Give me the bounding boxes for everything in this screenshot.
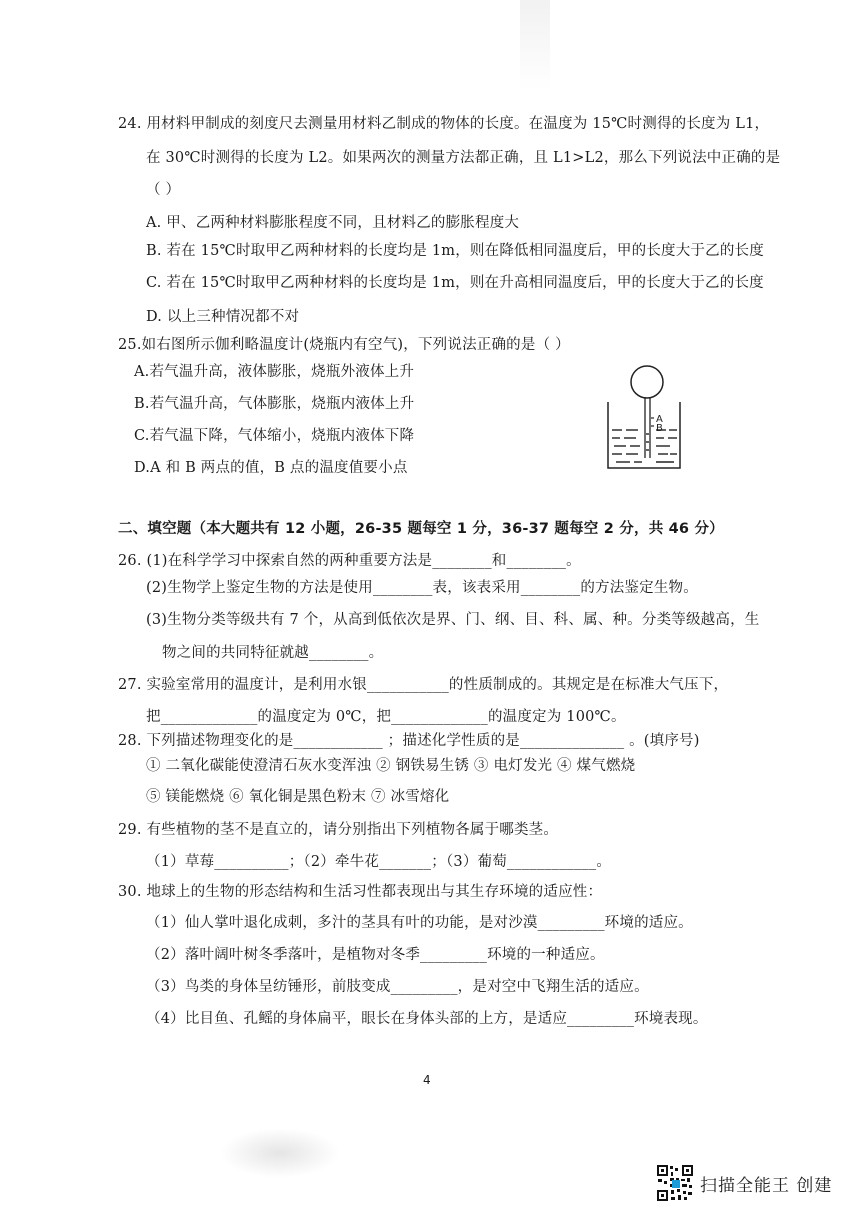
q26-line1: 26. (1)在科学学习中探索自然的两种重要方法是________和________。 xyxy=(118,553,581,569)
q24-option-a: A. 甲、乙两种材料膨胀程度不同，且材料乙的膨胀程度大 xyxy=(146,215,520,231)
page-number: 4 xyxy=(423,1073,431,1087)
q28-options-row2: ⑤ 镁能燃烧 ⑥ 氧化铜是黑色粉末 ⑦ 冰雪熔化 xyxy=(146,789,450,805)
q29-line1: 29. 有些植物的茎不是直立的，请分别指出下列植物各属于哪类茎。 xyxy=(118,822,559,838)
point-a-label: A xyxy=(656,414,663,425)
q24-line2: 在 30℃时测得的长度为 L2。如果两次的测量方法都正确，且 L1>L2，那么下列说法中正确的是 xyxy=(146,150,781,166)
point-b-label: B xyxy=(656,423,663,434)
q30-line1: 30. 地球上的生物的形态结构和生活习性都表现出与其生存环境的适应性： xyxy=(118,884,603,900)
q26-line4: 物之间的共同特征就越________。 xyxy=(162,645,384,661)
q30-item2: （2）落叶阔叶树冬季落叶，是植物对冬季_________环境的一种适应。 xyxy=(146,947,605,963)
q30-item4: （4）比目鱼、孔鳐的身体扁平，眼长在身体头部的上方，是适应_________环境表现。 xyxy=(146,1011,708,1027)
q25-line1: 25.如右图所示伽利略温度计(烧瓶内有空气)，下列说法正确的是（ ） xyxy=(118,337,570,353)
q26-line3: (3)生物分类等级共有 7 个，从高到低依次是界、门、纲、目、科、属、种。分类等级越高，生 xyxy=(146,612,760,628)
q27-line2: 把_____________的温度定为 0℃，把_____________的温度定为 100℃。 xyxy=(146,709,626,725)
q24-option-b: B. 若在 15℃时取甲乙两种材料的长度均是 1m，则在降低相同温度后，甲的长度大于乙的长度 xyxy=(146,243,764,259)
q25-option-d: D.A 和 B 两点的值，B 点的温度值要小点 xyxy=(134,460,408,476)
q24-line1: 24. 用材料甲制成的刻度尺去测量用材料乙制成的物体的长度。在温度为 15℃时测得的长度为 L1， xyxy=(118,116,770,132)
qr-code-icon xyxy=(656,1164,694,1202)
q30-item1: （1）仙人掌叶退化成刺，多汁的茎具有叶的功能，是对沙漠_________环境的适应。 xyxy=(146,915,693,931)
q25-option-b: B.若气温升高，气体膨胀，烧瓶内液体上升 xyxy=(134,396,415,412)
galileo-thermometer-figure xyxy=(600,362,686,474)
q27-line1: 27. 实验室常用的温度计，是利用水银___________的性质制成的。其规定是在标准大气压下， xyxy=(118,677,729,693)
q28-line1: 28. 下列描述物理变化的是____________ ；描述化学性质的是______________ 。(填序号) xyxy=(118,733,700,749)
q24-blank: （ ） xyxy=(146,182,181,198)
q30-item3: （3）鸟类的身体呈纺锤形，前肢变成_________，是对空中飞翔生活的适应。 xyxy=(146,979,649,995)
q29-line2: （1）草莓__________；（2）牵牛花_______；（3）葡萄____________。 xyxy=(146,854,612,870)
section-heading: 二、填空题（本大题共有 12 小题，26-35 题每空 1 分，36-37 题每空 2 分，共 46 分） xyxy=(118,521,724,537)
q24-option-c: C. 若在 15℃时取甲乙两种材料的长度均是 1m，则在升高相同温度后，甲的长度大于乙的长度 xyxy=(146,275,764,291)
scanner-watermark xyxy=(656,1163,832,1203)
q26-line2: (2)生物学上鉴定生物的方法是使用________表，该表采用________的方法鉴定生物。 xyxy=(146,580,698,596)
q28-options-row1: ① 二氧化碳能使澄清石灰水变浑浊 ② 钢铁易生锈 ③ 电灯发光 ④ 煤气燃烧 xyxy=(146,758,636,774)
scan-smudge xyxy=(520,0,550,90)
q24-option-d: D. 以上三种情况都不对 xyxy=(146,309,300,325)
q25-option-a: A.若气温升高，液体膨胀，烧瓶外液体上升 xyxy=(134,364,415,380)
watermark-text: 扫描全能王 创建 xyxy=(700,1175,833,1196)
scan-smudge xyxy=(220,1128,340,1178)
q25-option-c: C.若气温下降，气体缩小，烧瓶内液体下降 xyxy=(134,428,415,444)
